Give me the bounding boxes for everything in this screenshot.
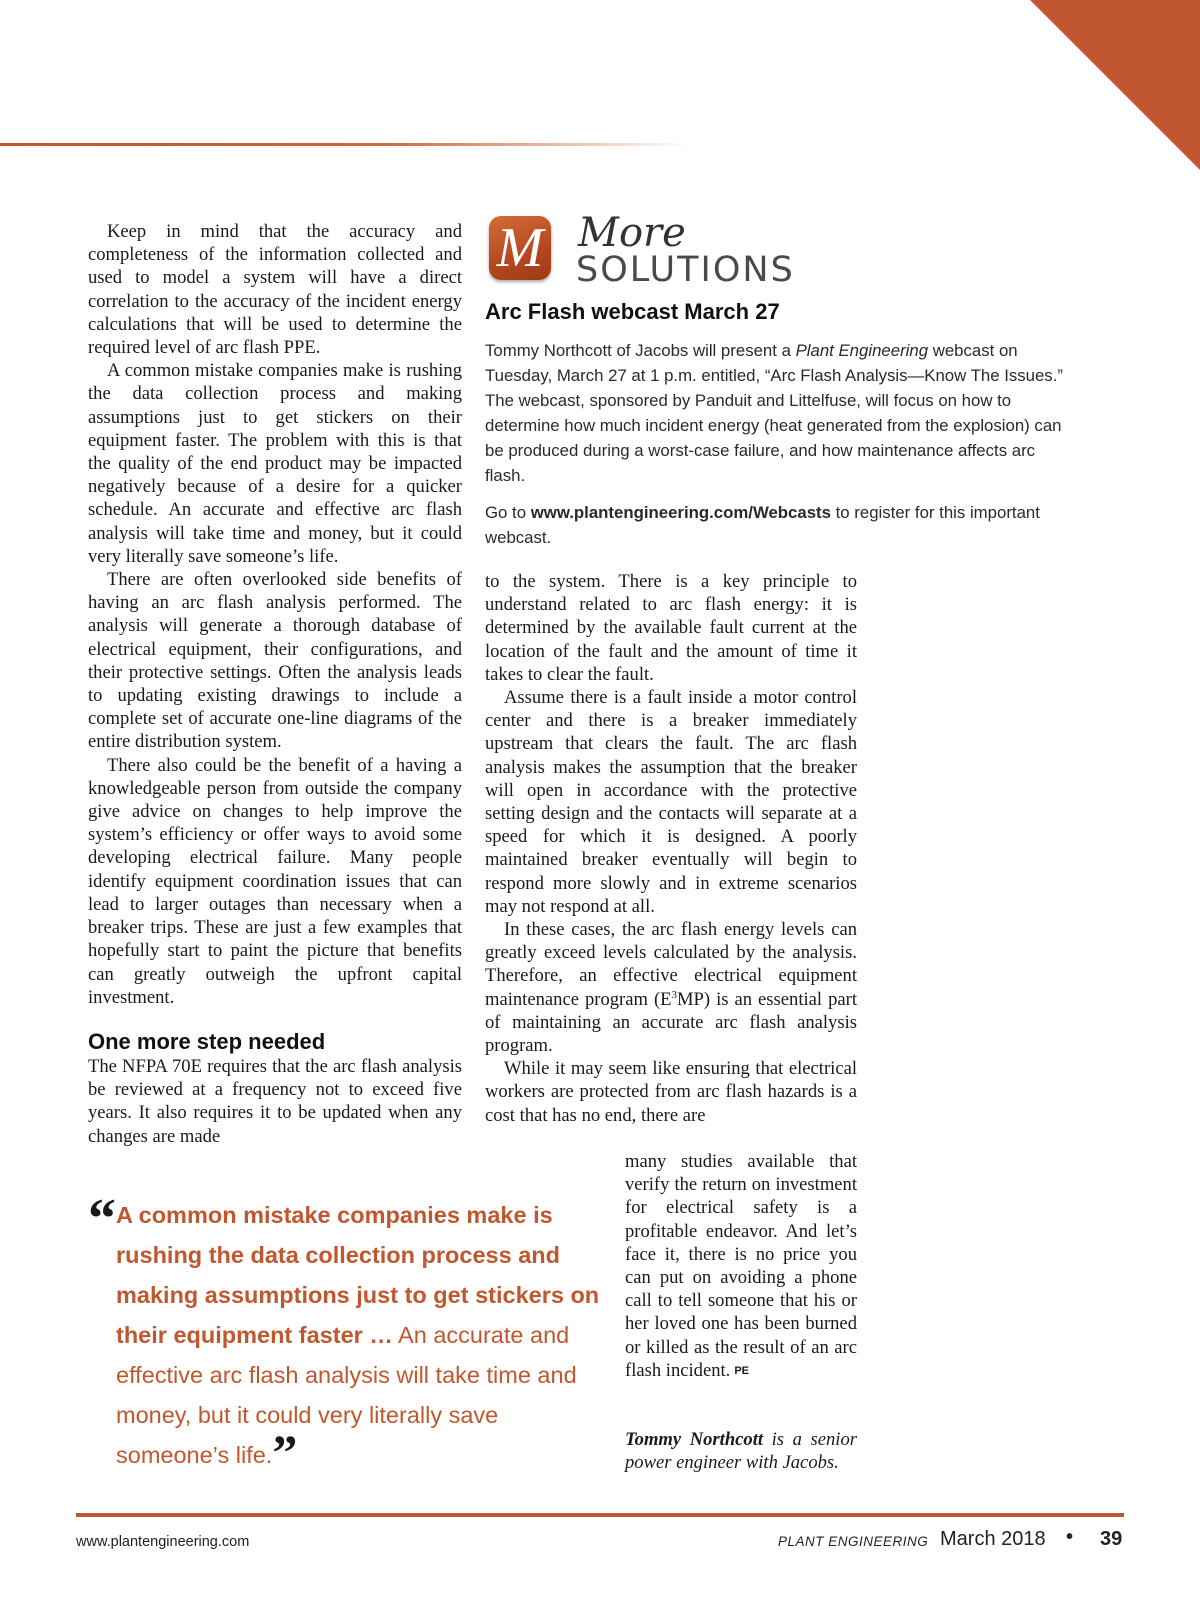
more-solutions-logo bbox=[485, 210, 1085, 290]
body-paragraph: There also could be the benefit of a having a knowledgeable person from outside the company give advice on changes to help improve the system’s efficiency or offer ways to avoid some developing electrical failure. Many people identify equipment coordination issues that can lead to larger outages than necessary when a breaker trips. These are just a few examples that hopefully start to paint the picture that benefits can greatly outweigh the upfront capital investment. bbox=[88, 754, 462, 1008]
body-text: MP) is an essential part of maintaining an accurate arc flash analysis program. bbox=[485, 988, 857, 1057]
superscript: 3 bbox=[671, 988, 678, 1001]
footer-url[interactable]: www.plantengineering.com bbox=[76, 1534, 250, 1550]
pull-quote-text bbox=[116, 1195, 608, 1480]
page-number: 39 bbox=[1100, 1528, 1123, 1550]
body-paragraph bbox=[625, 1150, 857, 1382]
pull-quote-bold: A common mistake companies make is rushing the data collection process and making assumptions just to get stickers on their equipment faster … bbox=[116, 1202, 600, 1348]
webcast-link[interactable]: www.plantengineering.com/Webcasts bbox=[530, 503, 831, 522]
body-paragraph: There are often overlooked side benefits of having an arc flash analysis performed. The analysis will generate a thorough database of electrical equipment, their configurations, and their protective settings. Often the analysis leads to updating existing drawings to include a complete set of accurate one-line diagrams of the entire distribution system. bbox=[88, 569, 462, 753]
body-text: In these cases, the arc flash energy levels can greatly exceed levels calculated by the analysis. Therefore, an effective electrical equipment maintenance program (E bbox=[485, 919, 857, 1010]
sidebar-body bbox=[485, 338, 1075, 488]
magazine-name-italic: Plant Engineering bbox=[795, 341, 929, 360]
body-paragraph: While it may seem like ensuring that electrical workers are protected from arc flash hazards is a cost that has no end, there are bbox=[485, 1058, 857, 1126]
m-letter: M bbox=[496, 217, 544, 279]
body-paragraph: to the system. There is a key principle to understand related to arc flash energy: it is determined by the available fault current at the location of the fault and the amount of time it takes to clear the fault. bbox=[485, 571, 857, 685]
sidebar-go-text: to register for this important webcast. bbox=[485, 503, 1040, 547]
footer-magazine: PLANT ENGINEERING bbox=[778, 1534, 929, 1549]
sidebar-body-text: Tommy Northcott of Jacobs will present a bbox=[485, 341, 796, 360]
sidebar-register bbox=[485, 500, 1045, 550]
pull-quote bbox=[88, 1188, 608, 1480]
sidebar-body-text: webcast on Tuesday, March 27 at 1 p.m. entitled, “Arc Flash Analysis—Know The Issues.” The webcast, sponsored by Panduit and Littelfuse, will focus on how to determine how much incident energy (heat generated from the explosion) can be produced during a worst-case failure, and how maintenance affects arc flash. bbox=[485, 341, 1063, 485]
pull-quote-regular: An accurate and effective arc flash analysis will take time and money, but it could very literally save someone’s life. bbox=[116, 1322, 577, 1468]
logo-solutions-text: SOLUTIONS bbox=[576, 250, 795, 290]
section-heading: One more step needed bbox=[88, 1028, 326, 1054]
top-divider bbox=[0, 143, 690, 146]
author-name: Tommy Northcott bbox=[625, 1429, 764, 1450]
pe-end-mark-icon: PE bbox=[734, 1364, 750, 1377]
author-bio bbox=[625, 1428, 857, 1474]
more-solutions-sidebar bbox=[485, 212, 1085, 550]
body-paragraph: Keep in mind that the accuracy and completeness of the information collected and used to model a system will have a direct correlation to the accuracy of the incident energy calculations that will be used to determine the required level of arc flash PPE. bbox=[88, 221, 462, 359]
footer-bullet: • bbox=[1066, 1526, 1074, 1548]
body-paragraph: The NFPA 70E requires that the arc flash analysis be reviewed at a frequency not to exceed five years. It also requires it to be updated when any changes are made bbox=[88, 1055, 462, 1147]
body-paragraph: A common mistake companies make is rushing the data collection process and making assumptions just to get stickers on their equipment faster. The problem with this is that the quality of the end product may be impacted negatively because of a desire for a quicker schedule. An accurate and effective arc flash analysis will take time and money, but it could very literally save someone’s life. bbox=[88, 360, 462, 567]
close-quote-icon: ” bbox=[272, 1424, 298, 1480]
footer-date: March 2018 bbox=[940, 1528, 1046, 1550]
body-paragraph bbox=[485, 918, 857, 1057]
m-badge-icon bbox=[489, 216, 551, 280]
logo-more-text: More bbox=[578, 210, 686, 256]
author-bio-text: is a senior power engineer with Jacobs. bbox=[625, 1429, 857, 1474]
sidebar-go-text: Go to bbox=[485, 503, 531, 522]
right-column bbox=[485, 570, 857, 1127]
body-paragraph: Assume there is a fault inside a motor control center and there is a breaker immediately upstream that clears the fault. The arc flash analysis makes the assumption that the breaker will open in accordance with the protective setting design and the contacts will separate at a speed for which it is designed. A poorly maintained breaker eventually will begin to respond more slowly and in extreme scenarios may not respond at all. bbox=[485, 687, 857, 917]
open-quote-icon: “ bbox=[88, 1188, 116, 1250]
body-text: many studies available that verify the return on investment for electrical safety is a profitable endeavor. And let’s face it, there is no price you can put on avoiding a phone call to tell someone that his or her loved one has been burned or killed as the result of an arc flash incident. bbox=[625, 1151, 857, 1381]
sidebar-title: Arc Flash webcast March 27 bbox=[485, 299, 780, 324]
footer-divider bbox=[76, 1513, 1124, 1517]
left-column bbox=[88, 220, 462, 1148]
right-column-continued bbox=[625, 1150, 857, 1382]
